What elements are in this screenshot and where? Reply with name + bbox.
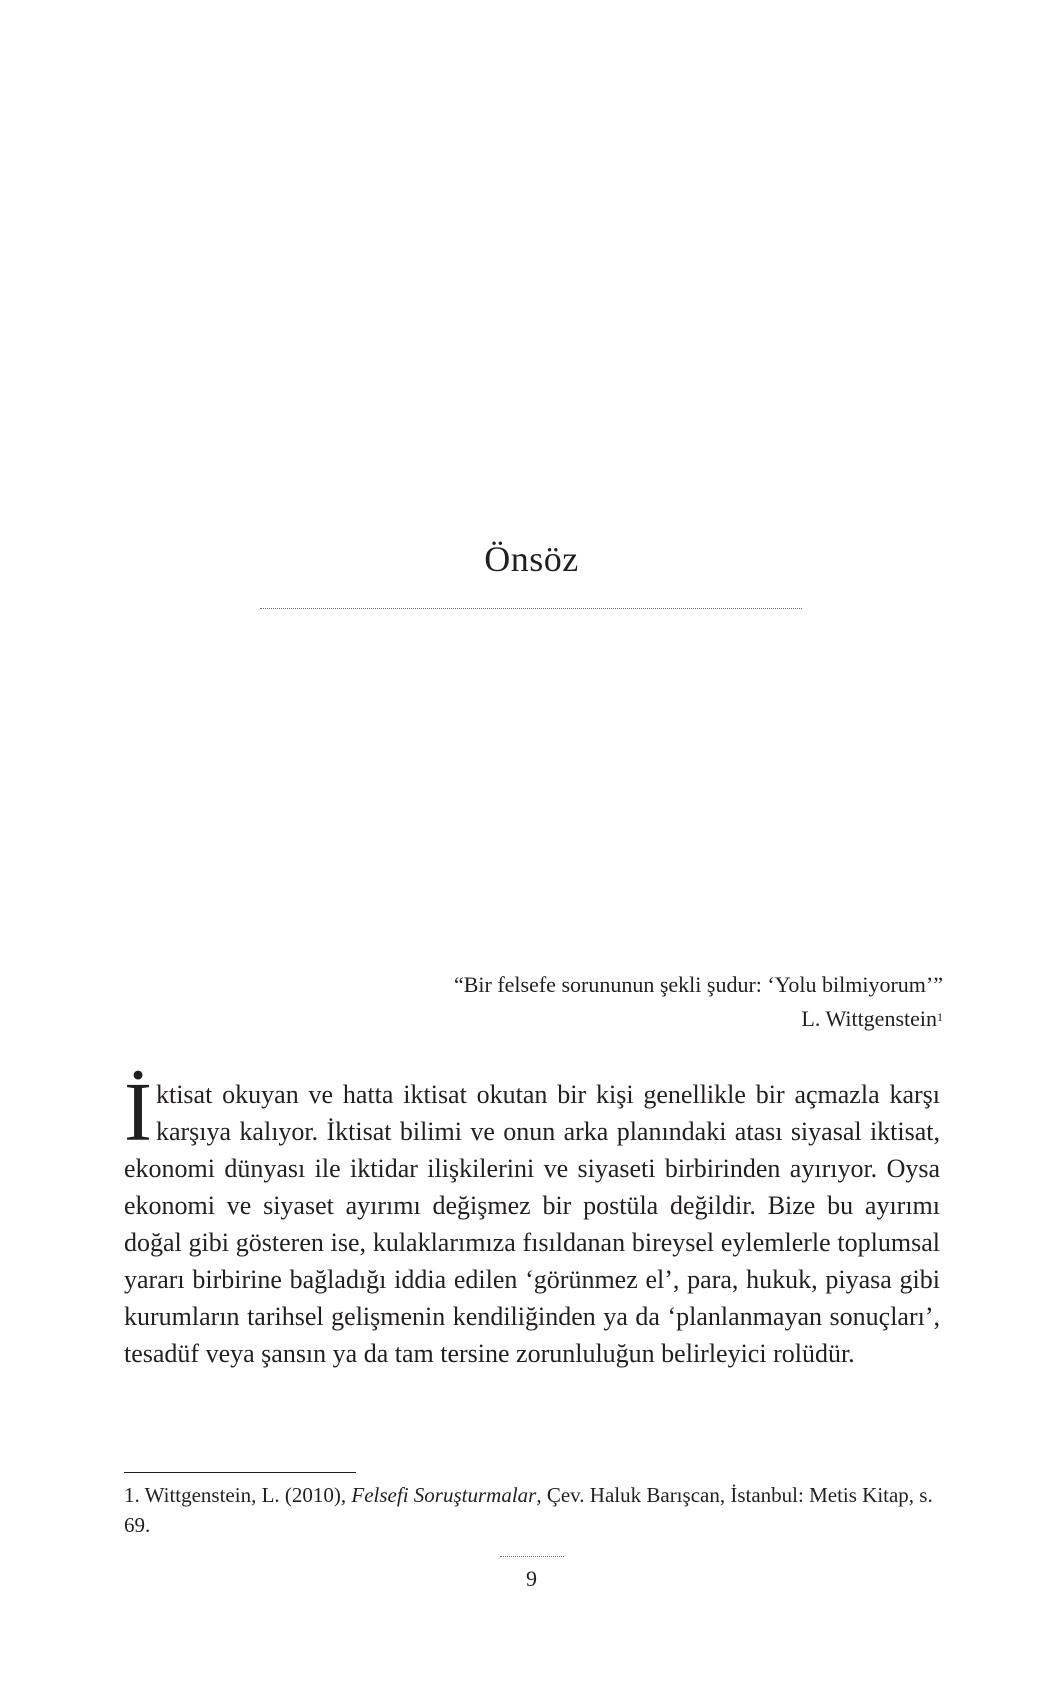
footnote-text: Wittgenstein, L. (2010), [144,1483,347,1507]
footnote-divider [124,1472,356,1473]
title-divider [260,608,802,609]
chapter-title: Önsöz [484,539,579,579]
body-paragraph [124,1066,940,1372]
epigraph-author-line [243,1002,943,1036]
footnote-book-title: Felsefi Soruşturmalar [351,1483,537,1507]
epigraph-author: L. Wittgenstein [801,1006,937,1031]
footnote-number: 1. [124,1483,140,1507]
page-number: 9 [526,1566,537,1591]
drop-cap: İ [124,1066,152,1159]
epigraph-quote: “Bir felsefe sorununun şekli şudur: ‘Yolu bilmiyorum’” [453,972,943,997]
epigraph [243,968,943,1036]
footnote-reference[interactable]: 1 [937,1010,943,1024]
footnote-text-rest: , Çev. Haluk Barışcan, İstanbul: Metis Kitap, s. 69. [124,1483,933,1537]
body-paragraph-text: ktisat okuyan ve hatta iktisat okutan bir kişi genellikle bir açmazla karşı karşıya kalıyor. İktisat bilimi ve onun arka planındaki atası siyasal iktisat, ekonomi dünyası ile iktidar ilişkilerini ve siyaseti birbirinden ayırıyor. Oysa ekonomi ve siyaset ayırımı değişmez bir postüla değildir. Bize bu ayırımı doğal gibi gösteren ise, kulaklarımıza fısıldanan bireysel eylemlerle toplumsal yararı birbirine bağladığı iddia edilen ‘görünmez el’, para, hukuk, piyasa gibi kurumların tarihsel gelişmenin kendiliğinden ya da ‘planlanmayan sonuçları’, tesadüf veya şansın ya da tam tersine zorunluluğun belirleyici rolüdür. [124,1080,940,1368]
footnote [124,1480,940,1540]
page-number-divider [500,1556,564,1557]
